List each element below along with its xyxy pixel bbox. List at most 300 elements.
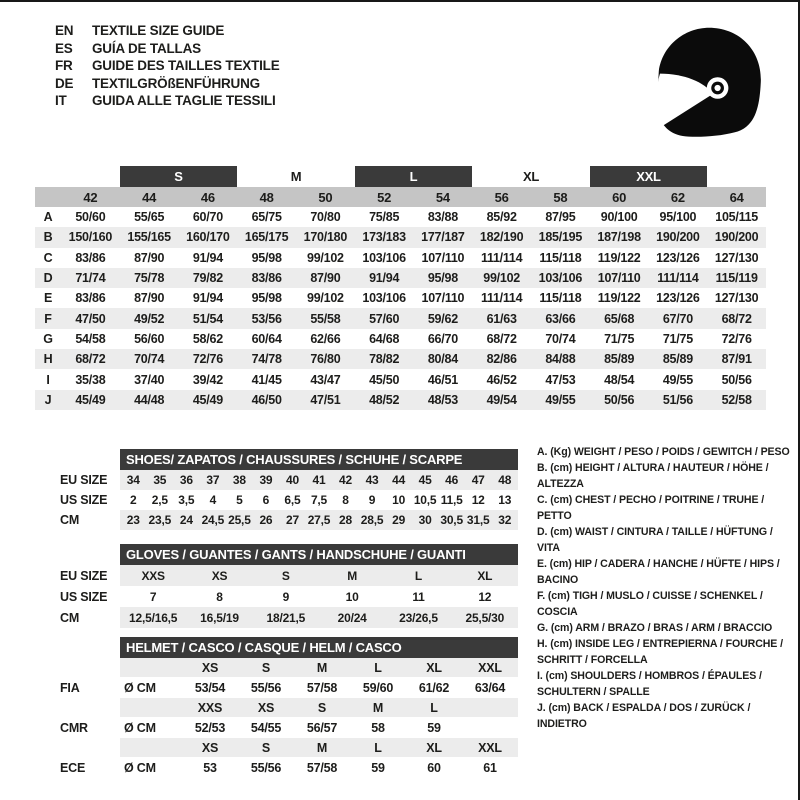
language-code: DE bbox=[55, 75, 74, 91]
row-cells bbox=[120, 470, 518, 490]
table-cell: 16,5/19 bbox=[200, 610, 239, 625]
legend-item: C. (cm) CHEST / PECHO / POITRINE / TRUHE / PETTO bbox=[537, 494, 765, 522]
helmet-size-label: XXL bbox=[478, 740, 502, 755]
table-cell: 115/119 bbox=[715, 271, 758, 286]
table-cell: 62/66 bbox=[310, 331, 341, 346]
table-cell: 43/47 bbox=[310, 372, 341, 387]
table-cell: 35 bbox=[153, 473, 167, 487]
helmet-value-row bbox=[60, 677, 518, 698]
table-cell: 83/86 bbox=[75, 291, 106, 306]
row-label: H bbox=[43, 352, 53, 367]
size-label: 62 bbox=[670, 189, 685, 205]
table-cell: 6 bbox=[262, 493, 270, 507]
table-cell: 187/198 bbox=[597, 230, 641, 245]
table-row bbox=[35, 390, 766, 410]
table-cell: 2 bbox=[130, 493, 137, 507]
helmet-size-row bbox=[60, 738, 518, 757]
table-row bbox=[35, 227, 766, 247]
textile-group-row bbox=[35, 166, 766, 187]
helmet-section bbox=[60, 637, 518, 778]
table-cell: 11,5 bbox=[440, 493, 463, 507]
table-cell: 103/106 bbox=[538, 271, 583, 286]
table-cell: 64/68 bbox=[369, 331, 400, 346]
helmet-size-label: XS bbox=[201, 660, 219, 675]
legend-item: I. (cm) SHOULDERS / HOMBROS / ÉPAULES / SCHULTERN / SPALLE bbox=[537, 670, 762, 698]
table-cell: 28,5 bbox=[360, 513, 384, 527]
table-cell: 39 bbox=[259, 473, 273, 487]
table-cell: 56/60 bbox=[134, 331, 165, 346]
helmet-size-label: M bbox=[372, 700, 384, 715]
table-cell: 107/110 bbox=[421, 250, 465, 265]
row-label: I bbox=[46, 372, 50, 387]
table-row bbox=[60, 470, 518, 490]
table-cell: 10 bbox=[392, 493, 406, 507]
table-cell: 123/126 bbox=[656, 291, 700, 306]
table-cell: 52/58 bbox=[721, 392, 752, 407]
table-cell: 74/78 bbox=[251, 352, 282, 367]
table-cell: 66/70 bbox=[427, 331, 458, 346]
table-cell: 53/56 bbox=[251, 311, 282, 326]
table-cell: 55/58 bbox=[310, 311, 341, 326]
table-cell: 115/118 bbox=[539, 250, 582, 265]
table-cell: 9 bbox=[282, 589, 290, 604]
textile-rows bbox=[35, 207, 766, 410]
table-cell: 48/54 bbox=[604, 372, 635, 387]
size-label: 44 bbox=[142, 189, 157, 205]
gloves-rows bbox=[60, 565, 518, 628]
table-cell: 99/102 bbox=[307, 291, 344, 306]
table-cell: 119/122 bbox=[597, 250, 641, 265]
table-cell: 27 bbox=[285, 513, 299, 527]
table-cell: 59/60 bbox=[362, 680, 394, 695]
table-cell: 48 bbox=[498, 473, 512, 487]
table-row bbox=[35, 329, 766, 349]
helmet-size-row bbox=[60, 658, 518, 677]
shoes-title-gutter bbox=[60, 449, 120, 470]
shoes-title: SHOES/ ZAPATOS / CHAUSSURES / SCHUHE / SCARPE bbox=[120, 449, 518, 470]
helmet-groups bbox=[60, 658, 518, 778]
standard-label: ECE bbox=[60, 760, 86, 775]
helmet-size-label: S bbox=[261, 660, 271, 675]
table-cell: 63/64 bbox=[474, 680, 506, 695]
language-code: EN bbox=[55, 23, 74, 38]
table-cell: 31,5 bbox=[466, 513, 490, 527]
table-cell: 61/63 bbox=[486, 311, 517, 326]
table-cell: 85/89 bbox=[604, 352, 635, 367]
table-cell: 57/58 bbox=[306, 680, 338, 695]
helmet-size-label: XS bbox=[201, 740, 219, 755]
table-cell: 37/40 bbox=[134, 372, 165, 387]
table-cell: 190/200 bbox=[714, 230, 759, 245]
table-cell: 23 bbox=[126, 513, 140, 527]
table-cell: XS bbox=[211, 568, 228, 583]
legend-item: B. (cm) HEIGHT / ALTURA / HAUTEUR / HÖHE / ALTEZZA bbox=[537, 462, 769, 490]
table-cell: 95/98 bbox=[251, 291, 282, 306]
language-header bbox=[55, 22, 280, 110]
table-cell: 59 bbox=[371, 760, 385, 775]
helmet-size-label: XL bbox=[426, 660, 442, 675]
table-cell: 190/200 bbox=[656, 230, 700, 245]
table-cell: 87/90 bbox=[134, 291, 165, 306]
table-cell: 57/58 bbox=[306, 760, 338, 775]
table-cell: 43 bbox=[365, 473, 379, 487]
helmet-size-label: XL bbox=[426, 740, 442, 755]
unit-label: Ø CM bbox=[124, 680, 156, 695]
row-label: EU SIZE bbox=[60, 568, 108, 583]
table-cell: 72/76 bbox=[192, 352, 223, 367]
table-cell: 76/80 bbox=[310, 352, 341, 367]
table-cell: 10,5 bbox=[413, 493, 437, 507]
table-cell: 75/85 bbox=[369, 210, 400, 225]
table-cell: 99/102 bbox=[483, 271, 520, 286]
table-cell: M bbox=[347, 568, 358, 583]
table-cell: 47 bbox=[471, 473, 485, 487]
table-cell: 75/78 bbox=[134, 271, 165, 286]
table-cell: 11 bbox=[412, 589, 425, 604]
table-cell: 25,5 bbox=[228, 513, 251, 527]
standard-label: FIA bbox=[60, 680, 80, 695]
table-cell: 23,5 bbox=[148, 513, 172, 527]
table-cell: 60/64 bbox=[251, 331, 282, 346]
page-top-border bbox=[0, 0, 800, 2]
table-cell: 119/122 bbox=[597, 291, 641, 306]
table-cell: 58 bbox=[371, 720, 385, 735]
table-cell: 61/62 bbox=[418, 680, 450, 695]
gloves-title-row bbox=[60, 544, 518, 565]
size-label: 60 bbox=[612, 189, 627, 205]
helmet-size-label: S bbox=[261, 740, 271, 755]
table-cell: 80/84 bbox=[427, 352, 458, 367]
table-cell: 6,5 bbox=[284, 493, 301, 507]
size-group-label: L bbox=[355, 166, 473, 187]
table-cell: 165/175 bbox=[244, 230, 289, 245]
helmet-size-label: L bbox=[374, 660, 382, 675]
table-cell: 28 bbox=[339, 513, 352, 527]
size-group-label: M bbox=[290, 169, 302, 184]
gloves-section bbox=[60, 544, 518, 628]
language-row bbox=[55, 57, 280, 75]
row-cells bbox=[120, 658, 518, 677]
table-cell: 29 bbox=[392, 513, 406, 527]
row-label: CM bbox=[60, 513, 80, 527]
table-cell: 127/130 bbox=[714, 291, 759, 306]
table-cell: 95/100 bbox=[659, 210, 697, 225]
table-cell: 8 bbox=[342, 493, 349, 507]
row-cells bbox=[120, 510, 518, 530]
row-label: C bbox=[43, 250, 53, 265]
table-cell: 12 bbox=[478, 589, 492, 604]
table-cell: 49/55 bbox=[545, 392, 576, 407]
language-label: GUIDE DES TAILLES TEXTILE bbox=[92, 58, 280, 73]
table-cell: 170/180 bbox=[303, 230, 348, 245]
table-row bbox=[60, 607, 518, 628]
table-cell: S bbox=[281, 568, 290, 583]
table-cell: 49/55 bbox=[662, 372, 693, 387]
table-cell: 107/110 bbox=[597, 271, 641, 286]
row-label: A bbox=[43, 210, 53, 225]
legend-item: G. (cm) ARM / BRAZO / BRAS / ARM / BRACCIO bbox=[537, 622, 773, 634]
table-cell: 59 bbox=[427, 720, 441, 735]
table-cell: 44/48 bbox=[134, 392, 165, 407]
gloves-title-gutter bbox=[60, 544, 120, 565]
table-cell: 60/70 bbox=[192, 210, 223, 225]
table-cell: 46/52 bbox=[486, 372, 517, 387]
table-cell: 182/190 bbox=[479, 230, 524, 245]
table-cell: 12 bbox=[471, 493, 485, 507]
helmet-title-row bbox=[60, 637, 518, 658]
size-label: 52 bbox=[377, 189, 392, 205]
table-cell: 160/170 bbox=[186, 230, 230, 245]
table-cell: 155/165 bbox=[127, 230, 171, 245]
table-row bbox=[35, 248, 766, 268]
table-cell: 2,5 bbox=[151, 493, 168, 507]
table-cell: XXS bbox=[141, 568, 165, 583]
table-cell: 5 bbox=[236, 493, 243, 507]
legend-item: E. (cm) HIP / CADERA / HANCHE / HÜFTE / HIPS / BACINO bbox=[537, 558, 780, 586]
size-group-label: XL bbox=[522, 169, 540, 184]
table-cell: 45/50 bbox=[369, 372, 400, 387]
table-cell: 51/54 bbox=[192, 311, 223, 326]
language-row bbox=[55, 92, 280, 110]
language-list bbox=[55, 22, 280, 110]
table-cell: 50/56 bbox=[604, 392, 635, 407]
unit-label: Ø CM bbox=[124, 720, 156, 735]
table-cell: 87/90 bbox=[134, 250, 165, 265]
table-row bbox=[35, 369, 766, 389]
helmet-title: HELMET / CASCO / CASQUE / HELM / CASCO bbox=[120, 637, 518, 658]
size-label: 58 bbox=[553, 189, 568, 205]
table-cell: 9 bbox=[368, 493, 376, 507]
table-cell: 103/106 bbox=[362, 291, 406, 306]
helmet-size-label: M bbox=[316, 740, 328, 755]
table-cell: 87/95 bbox=[545, 210, 576, 225]
legend-item: H. (cm) INSIDE LEG / ENTREPIERNA / FOURCHE / SCHRITT / FORCELLA bbox=[537, 638, 783, 666]
table-cell: 47/53 bbox=[545, 372, 576, 387]
size-label: 50 bbox=[318, 189, 333, 205]
table-cell: 26 bbox=[259, 513, 273, 527]
table-cell: 71/75 bbox=[662, 331, 693, 346]
table-cell: 41 bbox=[312, 473, 326, 487]
table-cell: 47/50 bbox=[75, 311, 106, 326]
table-cell: 7 bbox=[149, 589, 157, 604]
table-cell: 71/74 bbox=[75, 271, 106, 286]
row-label: J bbox=[44, 392, 52, 407]
helmet-size-label: S bbox=[317, 700, 327, 715]
table-row bbox=[60, 510, 518, 530]
table-cell: 47/51 bbox=[310, 392, 341, 407]
table-cell: 39/42 bbox=[192, 372, 223, 387]
table-cell: 49/52 bbox=[134, 311, 165, 326]
table-cell: 40 bbox=[285, 473, 299, 487]
table-cell: 70/80 bbox=[310, 210, 341, 225]
table-cell: 8 bbox=[216, 589, 223, 604]
table-cell: 44 bbox=[392, 473, 406, 487]
row-cells bbox=[120, 490, 518, 510]
table-cell: 27,5 bbox=[307, 513, 331, 527]
size-label: 56 bbox=[494, 189, 509, 205]
helmet-size-label: XS bbox=[257, 700, 275, 715]
language-row bbox=[55, 75, 280, 93]
row-label: E bbox=[43, 291, 53, 306]
table-row bbox=[35, 207, 766, 227]
table-cell: 32 bbox=[498, 513, 512, 527]
table-cell: 111/114 bbox=[657, 271, 699, 286]
table-cell: 85/92 bbox=[486, 210, 517, 225]
table-cell: 55/56 bbox=[250, 680, 282, 695]
table-row bbox=[60, 490, 518, 510]
table-cell: 55/65 bbox=[134, 210, 165, 225]
legend-item: D. (cm) WAIST / CINTURA / TAILLE / HÜFTUNG / VITA bbox=[537, 526, 773, 554]
table-cell: 99/102 bbox=[307, 250, 344, 265]
table-cell: 24 bbox=[179, 513, 193, 527]
unit-label: Ø CM bbox=[124, 760, 156, 775]
row-cells bbox=[120, 738, 518, 757]
language-label: GUIDA ALLE TAGLIE TESSILI bbox=[92, 93, 276, 108]
table-cell: 103/106 bbox=[362, 250, 406, 265]
language-code: FR bbox=[55, 58, 73, 73]
table-cell: 177/187 bbox=[421, 230, 465, 245]
table-cell: 49/54 bbox=[486, 392, 517, 407]
table-row bbox=[60, 586, 518, 607]
row-label: US SIZE bbox=[60, 493, 108, 507]
helmet-size-label: L bbox=[430, 700, 438, 715]
table-cell: 45/49 bbox=[192, 392, 223, 407]
gloves-title: GLOVES / GUANTES / GANTS / HANDSCHUHE / GUANTI bbox=[120, 544, 518, 565]
table-cell: 65/68 bbox=[604, 311, 635, 326]
table-cell: 111/114 bbox=[480, 250, 523, 265]
table-cell: 123/126 bbox=[656, 250, 700, 265]
shoes-title-row bbox=[60, 449, 518, 470]
table-cell: 83/88 bbox=[427, 210, 458, 225]
table-cell: 85/89 bbox=[662, 352, 693, 367]
table-cell: 10 bbox=[345, 589, 359, 604]
helmet-size-row bbox=[60, 698, 518, 717]
table-cell: 90/100 bbox=[600, 210, 638, 225]
table-cell: 57/60 bbox=[369, 311, 400, 326]
table-cell: 107/110 bbox=[421, 291, 465, 306]
table-cell: 42 bbox=[339, 473, 352, 487]
helmet-size-label: L bbox=[374, 740, 382, 755]
table-cell: 63/66 bbox=[545, 311, 576, 326]
table-cell: 70/74 bbox=[134, 352, 165, 367]
table-cell: 83/86 bbox=[251, 271, 282, 286]
table-cell: 83/86 bbox=[75, 250, 106, 265]
table-cell: 3,5 bbox=[178, 493, 195, 507]
language-row bbox=[55, 40, 280, 58]
table-cell: 78/82 bbox=[369, 352, 400, 367]
helmet-title-gutter bbox=[60, 637, 120, 658]
table-cell: 79/82 bbox=[192, 271, 223, 286]
measurement-legend bbox=[537, 444, 791, 732]
table-cell: 41/45 bbox=[251, 372, 282, 387]
table-cell: 91/94 bbox=[369, 271, 400, 286]
table-cell: 95/98 bbox=[427, 271, 458, 286]
language-code: IT bbox=[55, 93, 67, 108]
table-cell: 12,5/16,5 bbox=[129, 610, 178, 625]
table-cell: 105/115 bbox=[715, 210, 758, 225]
helmet-size-label: XXS bbox=[197, 700, 223, 715]
table-row bbox=[35, 308, 766, 328]
table-cell: 150/160 bbox=[68, 230, 113, 245]
table-cell: 68/72 bbox=[721, 311, 752, 326]
table-cell: 87/91 bbox=[721, 352, 752, 367]
table-cell: 4 bbox=[209, 493, 217, 507]
table-row bbox=[60, 565, 518, 586]
table-cell: 70/74 bbox=[545, 331, 576, 346]
table-cell: 30,5 bbox=[440, 513, 463, 527]
table-cell: 24,5 bbox=[201, 513, 225, 527]
row-cells bbox=[120, 757, 518, 778]
table-cell: 18/21,5 bbox=[266, 610, 306, 625]
helmet-size-label: M bbox=[316, 660, 328, 675]
row-label: D bbox=[43, 271, 53, 286]
helmet-value-row bbox=[60, 757, 518, 778]
row-label: F bbox=[44, 311, 52, 326]
table-cell: 38 bbox=[232, 473, 246, 487]
helmet-size-label: XXL bbox=[478, 660, 502, 675]
table-cell: 82/86 bbox=[486, 352, 517, 367]
table-cell: 46 bbox=[445, 473, 459, 487]
table-cell: 71/75 bbox=[604, 331, 635, 346]
table-cell: 48/53 bbox=[427, 392, 458, 407]
table-row bbox=[35, 288, 766, 308]
table-cell: 56/57 bbox=[306, 720, 338, 735]
language-label: TEXTILGRÖßENFÜHRUNG bbox=[92, 75, 260, 91]
legend-item: A. (Kg) WEIGHT / PESO / POIDS / GEWITCH / PESO bbox=[537, 446, 790, 458]
row-cells bbox=[120, 698, 518, 717]
table-cell: 50/56 bbox=[721, 372, 752, 387]
table-cell: 68/72 bbox=[75, 352, 106, 367]
row-cells bbox=[120, 717, 518, 738]
shoes-rows bbox=[60, 470, 518, 530]
table-cell: 58/62 bbox=[192, 331, 223, 346]
table-cell: 37 bbox=[206, 473, 220, 487]
row-cells bbox=[120, 677, 518, 698]
table-cell: 7,5 bbox=[310, 493, 328, 507]
table-cell: 72/76 bbox=[721, 331, 752, 346]
table-cell: 46/50 bbox=[251, 392, 282, 407]
size-label: 42 bbox=[83, 189, 98, 205]
table-cell: 30 bbox=[418, 513, 432, 527]
textile-size-row bbox=[35, 187, 766, 207]
legend-item: F. (cm) TIGH / MUSLO / CUISSE / SCHENKEL / COSCIA bbox=[537, 590, 763, 618]
row-label: EU SIZE bbox=[60, 473, 108, 487]
table-cell: 127/130 bbox=[714, 250, 759, 265]
table-cell: 20/24 bbox=[337, 610, 367, 625]
size-group-label: XXL bbox=[590, 166, 708, 187]
table-cell: 61 bbox=[483, 760, 497, 775]
size-label: 48 bbox=[259, 189, 274, 205]
table-cell: 25,5/30 bbox=[465, 610, 505, 625]
table-row bbox=[35, 268, 766, 288]
table-cell: 95/98 bbox=[251, 250, 282, 265]
table-cell: 52/53 bbox=[194, 720, 226, 735]
table-cell: 87/90 bbox=[310, 271, 341, 286]
table-cell: 91/94 bbox=[192, 291, 223, 306]
table-cell: 48/52 bbox=[369, 392, 400, 407]
size-label: 54 bbox=[435, 189, 450, 205]
table-cell: 46/51 bbox=[427, 372, 458, 387]
row-label: B bbox=[43, 230, 53, 245]
table-row bbox=[35, 349, 766, 369]
racing-helmet-icon bbox=[648, 22, 768, 142]
language-row bbox=[55, 22, 280, 40]
table-cell: 91/94 bbox=[192, 250, 223, 265]
table-cell: 185/195 bbox=[538, 230, 583, 245]
row-label: US SIZE bbox=[60, 589, 108, 604]
table-cell: 115/118 bbox=[539, 291, 582, 306]
language-label: GUÍA DE TALLAS bbox=[92, 40, 201, 56]
